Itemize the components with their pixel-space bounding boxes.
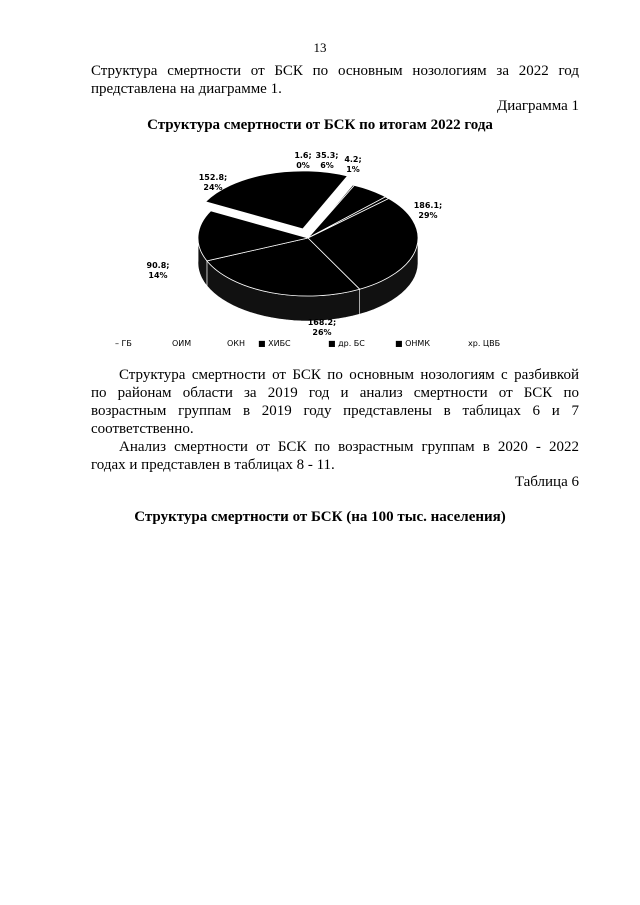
paragraph-tables-8-11 bbox=[91, 438, 579, 474]
table-label: Таблица 6 bbox=[514, 474, 579, 490]
slice-label: 1.6; 0% bbox=[294, 151, 312, 170]
slice-label: 35.3; 6% bbox=[315, 151, 339, 170]
intro-line: представлена на диаграмме 1. bbox=[91, 81, 282, 97]
legend-item: ■ ХИБС bbox=[258, 339, 291, 348]
slice-label: 168.2; 26% bbox=[307, 318, 337, 337]
slice-label: 152.8; 24% bbox=[198, 173, 228, 192]
paragraph-line: возрастным группам в 2019 году представлены в таблицах 6 и 7 bbox=[91, 403, 579, 419]
legend-item: – ГБ bbox=[115, 339, 132, 348]
paragraph-line: по районам области за 2019 год и анализ смертности от БСК по bbox=[91, 385, 579, 401]
page-number: 13 bbox=[313, 40, 327, 55]
slice-label: 90.8; 14% bbox=[146, 261, 170, 280]
pie-tops bbox=[198, 171, 418, 296]
slice-label: 186.1; 29% bbox=[413, 201, 443, 220]
diagram-label: Диаграмма 1 bbox=[496, 98, 579, 114]
paragraph-line: Структура смертности от БСК по основным нозологиям с разбивкой bbox=[119, 367, 579, 383]
legend-item: хр. ЦВБ bbox=[468, 339, 501, 348]
chart-title: Структура смертности от БСК по итогам 2022 года bbox=[147, 117, 493, 133]
legend-item: ОИМ bbox=[172, 339, 192, 348]
intro-line: Структура смертности от БСК по основным нозологиям за 2022 год bbox=[91, 63, 579, 79]
pie-chart bbox=[110, 140, 540, 355]
paragraph-line: годах и представлен в таблицах 8 - 11. bbox=[91, 457, 335, 473]
legend-item: ОКН bbox=[227, 339, 245, 348]
paragraph-line: соответственно. bbox=[91, 421, 194, 437]
legend-item: ■ др. БС bbox=[328, 339, 365, 348]
intro-paragraph bbox=[91, 62, 579, 98]
paragraph-tables-6-7 bbox=[91, 366, 579, 438]
table-title: Структура смертности от БСК (на 100 тыс. населения) bbox=[134, 509, 506, 525]
legend-item: ■ ОНМК bbox=[395, 339, 430, 348]
slice-label: 4.2; 1% bbox=[344, 155, 362, 174]
paragraph-line: Анализ смертности от БСК по возрастным группам в 2020 - 2022 bbox=[119, 439, 579, 455]
